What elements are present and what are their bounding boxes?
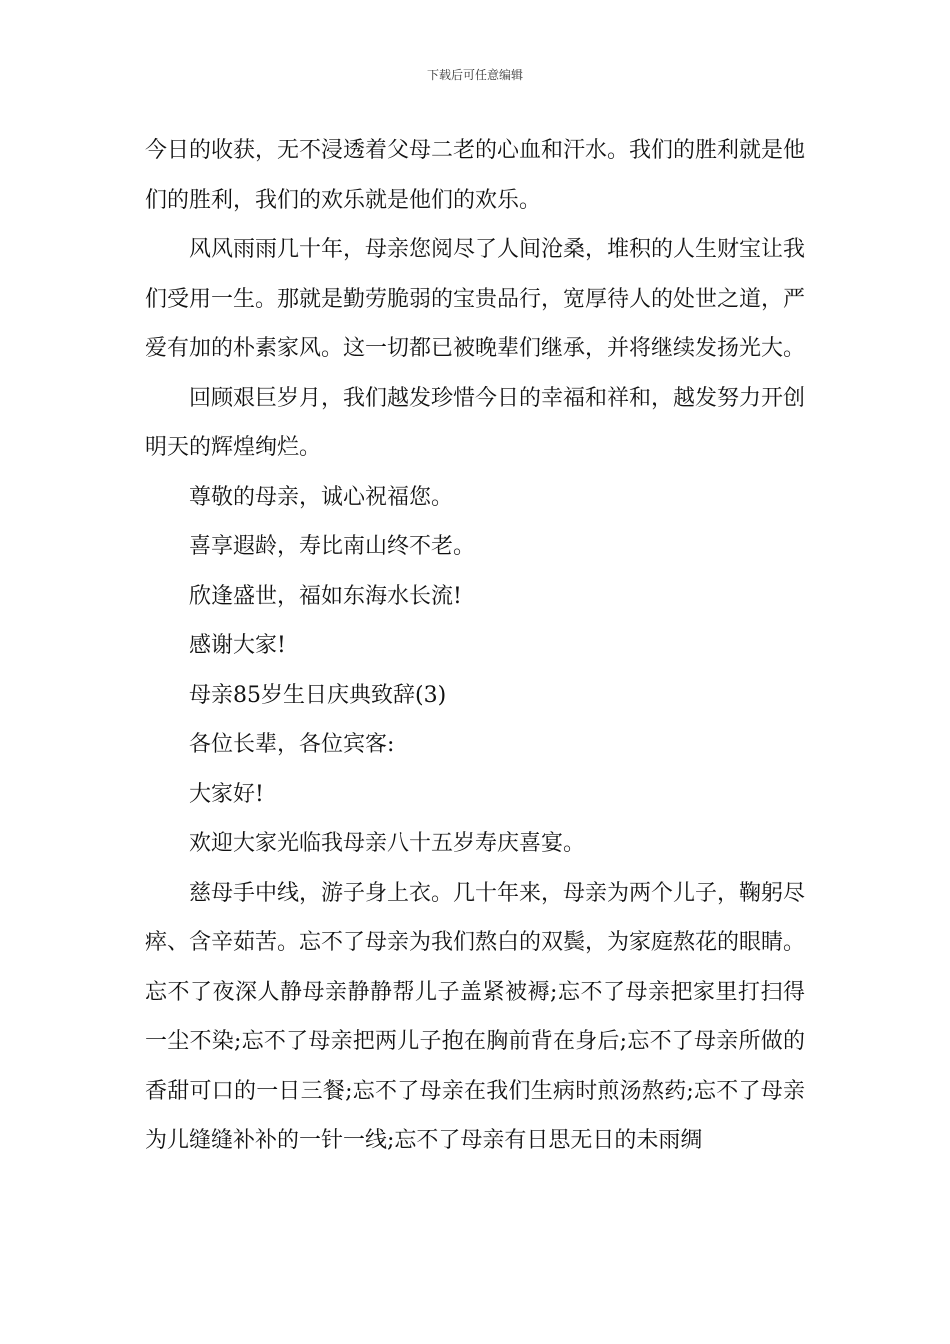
paragraph: 风风雨雨几十年，母亲您阅尽了人间沧桑，堆积的人生财宝让我们受用一生。那就是勤劳脆弱的宝贵品行，宽厚待人的处世之道，严爱有加的朴素家风。这一切都已被晚辈们继承，并将继续发扬光大。 bbox=[145, 237, 806, 361]
paragraph: 欢迎大家光临我母亲八十五岁寿庆喜宴。 bbox=[189, 831, 586, 856]
section-title: 母亲85岁生日庆典致辞(3) bbox=[189, 682, 447, 708]
paragraph: 尊敬的母亲，诚心祝福您。 bbox=[189, 484, 454, 510]
paragraph-continuation: 今日的收获，无不浸透着父母二老的心血和汗水。我们的胜利就是他们的胜利，我们的欢乐就是他们的欢乐。 bbox=[145, 138, 806, 213]
paragraph: 大家好! bbox=[189, 781, 264, 807]
page-header-note: 下载后可任意编辑 bbox=[426, 68, 523, 82]
document-body bbox=[145, 126, 805, 1166]
paragraph: 慈母手中线，游子身上衣。几十年来，母亲为两个儿子，鞠躬尽瘁、含辛茹苦。忘不了母亲为我们熬白的双鬓，为家庭熬花的眼睛。忘不了夜深人静母亲静静帮儿子盖紧被褥;忘不了母亲把家里打扫得一尘不染;忘不了母亲把两儿子抱在胸前背在身后;忘不了母亲所做的香甜可口的一日三餐;忘不了母亲在我们生病时煎汤熬药;忘不了母亲为儿缝缝补补的一针一线;忘不了母亲有日思无日的未雨绸 bbox=[145, 880, 806, 1153]
paragraph: 欣逢盛世，福如东海水长流! bbox=[189, 583, 462, 609]
paragraph: 各位长辈，各位宾客: bbox=[189, 732, 395, 757]
paragraph: 回顾艰巨岁月，我们越发珍惜今日的幸福和祥和，越发努力开创明天的辉煌绚烂。 bbox=[145, 385, 806, 460]
paragraph: 感谢大家! bbox=[189, 633, 286, 658]
paragraph: 喜享遐龄，寿比南山终不老。 bbox=[189, 534, 476, 559]
